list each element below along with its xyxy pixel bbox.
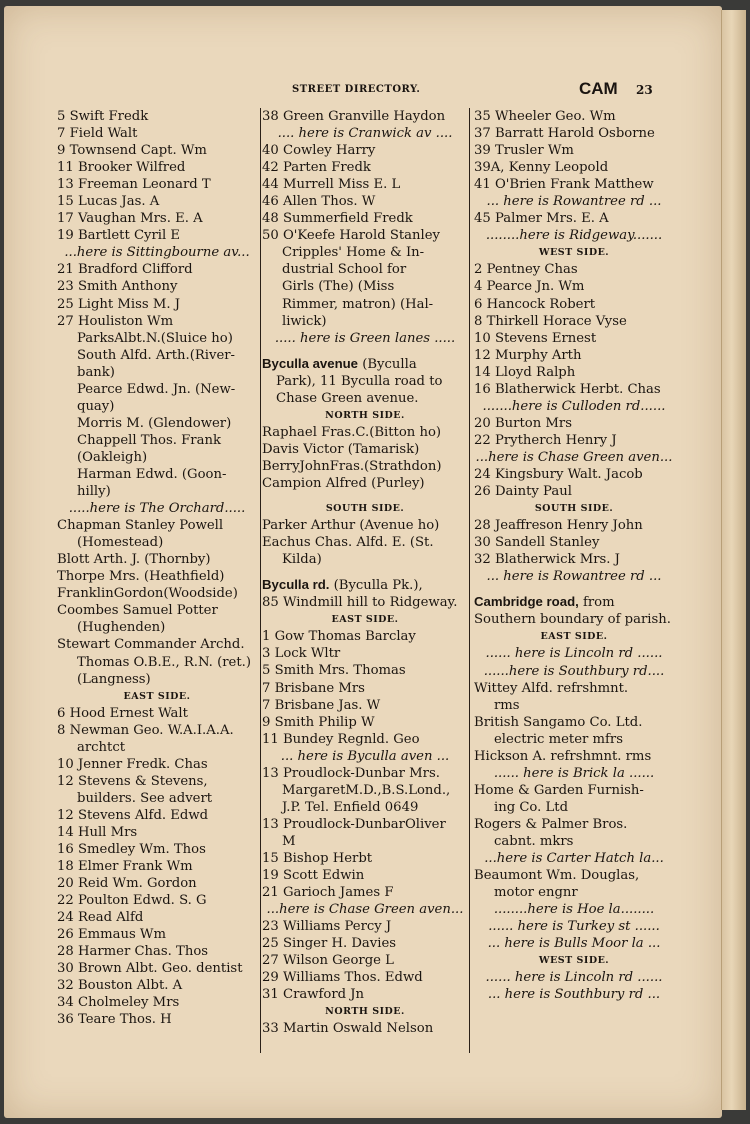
entry-continuation: Chappell Thos. Frank <box>77 432 221 448</box>
side-heading: WEST SIDE. <box>538 955 610 967</box>
directory-entry: 7 Field Walt <box>57 126 138 142</box>
directory-entry: Wittey Alfd. refrshmnt. <box>474 680 629 696</box>
directory-entry: 22 Poulton Edwd. S. G <box>57 893 207 909</box>
directory-entry: 32 Bouston Albt. A <box>57 978 183 994</box>
directory-entry: 29 Williams Thos. Edwd <box>262 970 423 986</box>
directory-entry: 12 Murphy Arth <box>474 347 582 363</box>
cross-street-marker: ...... here is Brick la ...... <box>493 765 655 781</box>
directory-entry: 27 Houliston Wm <box>57 313 174 329</box>
directory-entry: 9 Townsend Capt. Wm <box>57 143 207 159</box>
directory-entry: 18 Elmer Frank Wm <box>57 859 193 875</box>
directory-entry: 7 Brisbane Mrs <box>262 680 365 696</box>
side-heading: WEST SIDE. <box>538 247 610 259</box>
directory-entry: 13 Proudlock-Dunbar Mrs. <box>262 765 440 781</box>
directory-entry: 38 Green Granville Haydon <box>262 109 446 124</box>
cross-street-marker: .......here is Culloden rd...... <box>482 398 666 414</box>
directory-entry: 7 Brisbane Jas. W <box>262 697 381 713</box>
directory-entry: Davis Victor (Tamarisk) <box>262 441 420 457</box>
directory-entry: 39A, Kenny Leopold <box>474 160 609 176</box>
directory-entry: 32 Blatherwick Mrs. J <box>474 552 620 568</box>
street-heading <box>262 576 468 594</box>
directory-entry: 30 Brown Albt. Geo. dentist <box>57 961 243 977</box>
directory-entry: British Sangamo Co. Ltd. <box>474 714 643 730</box>
side-heading: EAST SIDE. <box>123 690 191 702</box>
directory-entry: 13 Freeman Leonard T <box>57 177 211 193</box>
cross-street-marker: ...... here is Turkey st ...... <box>488 919 660 935</box>
directory-entry: 10 Stevens Ernest <box>474 330 597 346</box>
entry-continuation: ing Co. Ltd <box>494 799 569 815</box>
side-heading: NORTH SIDE. <box>325 1006 405 1018</box>
directory-entry: 11 Bundey Regnld. Geo <box>262 731 420 747</box>
column-2 <box>262 108 468 1037</box>
directory-entry: Home & Garden Furnish- <box>474 782 644 798</box>
entry-continuation: (Homestead) <box>77 535 164 551</box>
directory-entry: 17 Vaughan Mrs. E. A <box>57 211 203 227</box>
cross-street-marker: ...... here is Lincoln rd ...... <box>485 646 663 662</box>
directory-entry: 12 Stevens Alfd. Edwd <box>57 807 209 823</box>
directory-entry: 33 Martin Oswald Nelson <box>262 1021 434 1037</box>
entry-continuation: (Oakleigh) <box>77 449 148 465</box>
directory-entry: 14 Lloyd Ralph <box>474 364 576 380</box>
directory-entry: 27 Wilson George L <box>262 953 394 969</box>
directory-entry: 25 Singer H. Davies <box>262 936 397 952</box>
directory-entry: 31 Crawford Jn <box>262 987 365 1003</box>
directory-entry: FranklinGordon(Woodside) <box>57 586 238 602</box>
side-heading: SOUTH SIDE. <box>325 503 405 515</box>
entry-continuation: J.P. Tel. Enfield 0649 <box>282 799 419 815</box>
page-edge <box>721 10 746 1110</box>
cross-street-marker: ... here is Southbury rd ... <box>487 987 661 1003</box>
directory-entry: Southern boundary of parish. <box>474 612 671 628</box>
entry-continuation: South Alfd. Arth.(River- <box>77 347 236 363</box>
directory-entry: 21 Garioch James F <box>262 885 394 901</box>
directory-entry: 11 Brooker Wilfred <box>57 160 186 176</box>
directory-entry: 22 Prytherch Henry J <box>474 432 617 448</box>
directory-entry: 50 O'Keefe Harold Stanley <box>262 228 441 244</box>
entry-continuation: bank) <box>77 364 115 380</box>
running-title: STREET DIRECTORY. <box>292 84 421 95</box>
directory-entry: 2 Pentney Chas <box>474 262 578 278</box>
directory-entry: 46 Allen Thos. W <box>262 194 376 210</box>
entry-continuation: Harman Edwd. (Goon- <box>77 466 227 482</box>
street-extent: (Byculla <box>358 356 417 372</box>
entry-continuation: MargaretM.D.,B.S.Lond., <box>282 782 451 798</box>
column-rule <box>469 108 470 1053</box>
directory-page <box>4 6 722 1118</box>
directory-entry: 28 Harmer Chas. Thos <box>57 944 209 960</box>
directory-entry: 36 Teare Thos. H <box>57 1012 172 1028</box>
directory-entry: 30 Sandell Stanley <box>474 535 600 551</box>
directory-entry: 16 Smedley Wm. Thos <box>57 842 206 858</box>
directory-entry: 19 Bartlett Cyril E <box>57 228 181 244</box>
directory-entry: Raphael Fras.C.(Bitton ho) <box>262 424 442 440</box>
directory-entry: 24 Read Alfd <box>57 910 144 926</box>
column-3 <box>474 108 674 1003</box>
directory-entry: 45 Palmer Mrs. E. A <box>474 211 609 227</box>
directory-entry: Hickson A. refrshmnt. rms <box>474 748 652 764</box>
entry-continuation: M <box>282 833 296 849</box>
directory-entry: 14 Hull Mrs <box>57 824 138 840</box>
entry-continuation: Pearce Edwd. Jn. (New- <box>77 381 236 397</box>
spacer <box>262 347 468 355</box>
directory-entry: 26 Emmaus Wm <box>57 927 166 943</box>
entry-continuation: builders. See advert <box>77 790 213 806</box>
directory-entry: 1 Gow Thomas Barclay <box>262 629 416 645</box>
cross-street-marker: ...... here is Lincoln rd ...... <box>485 970 663 986</box>
directory-entry: 20 Burton Mrs <box>474 415 572 431</box>
entry-continuation: archtct <box>77 739 126 755</box>
directory-entry: 8 Newman Geo. W.A.I.A.A. <box>57 722 234 738</box>
directory-entry: Blott Arth. J. (Thornby) <box>57 552 211 568</box>
directory-entry: Chapman Stanley Powell <box>57 518 224 534</box>
side-heading: EAST SIDE. <box>540 631 608 643</box>
directory-entry: 10 Jenner Fredk. Chas <box>57 756 208 772</box>
entry-continuation: rms <box>494 697 520 713</box>
directory-entry: Thorpe Mrs. (Heathfield) <box>57 569 225 585</box>
directory-entry: Rogers & Palmer Bros. <box>474 816 628 832</box>
spacer <box>474 585 674 593</box>
directory-entry: 44 Murrell Miss E. L <box>262 177 401 193</box>
directory-entry: 48 Summerfield Fredk <box>262 211 413 227</box>
entry-continuation: Rimmer, matron) (Hal- <box>282 296 434 312</box>
street-description: Chase Green avenue. <box>276 390 419 406</box>
directory-entry: Eachus Chas. Alfd. E. (St. <box>262 535 434 551</box>
cross-street-marker: ... here is Byculla aven ... <box>280 748 450 764</box>
cross-street-marker: ......here is Southbury rd.... <box>483 663 665 679</box>
entry-continuation: Thomas O.B.E., R.N. (ret.) <box>77 654 251 670</box>
entry-continuation: electric meter mfrs <box>494 731 623 747</box>
entry-continuation: (Hughenden) <box>77 620 166 636</box>
directory-entry: 16 Blatherwick Herbt. Chas <box>474 381 661 397</box>
directory-entry: 42 Parten Fredk <box>262 160 371 176</box>
directory-entry: 24 Kingsbury Walt. Jacob <box>474 466 643 482</box>
directory-entry: 19 Scott Edwin <box>262 868 365 884</box>
directory-entry: 35 Wheeler Geo. Wm <box>474 109 616 124</box>
directory-entry: 21 Bradford Clifford <box>57 262 193 278</box>
entry-continuation: cabnt. mkrs <box>494 833 574 849</box>
entry-continuation: ParksAlbt.N.(Sluice ho) <box>77 330 233 346</box>
directory-entry: 23 Williams Percy J <box>262 919 392 935</box>
side-heading: EAST SIDE. <box>331 614 399 626</box>
directory-entry: 39 Trusler Wm <box>474 143 574 159</box>
cross-street-marker: ..... here is Green lanes ..... <box>274 330 456 346</box>
directory-entry: 9 Smith Philip W <box>262 714 375 730</box>
directory-entry: 13 Proudlock-DunbarOliver <box>262 816 446 832</box>
directory-entry: 4 Pearce Jn. Wm <box>474 279 585 295</box>
entry-continuation: motor engnr <box>494 885 578 901</box>
directory-entry: 6 Hancock Robert <box>474 296 596 312</box>
entry-continuation: liwick) <box>282 313 327 329</box>
entry-continuation: dustrial School for <box>282 262 407 278</box>
directory-entry: 20 Reid Wm. Gordon <box>57 876 197 892</box>
directory-entry: 37 Barratt Harold Osborne <box>474 126 655 142</box>
directory-entry: 5 Swift Fredk <box>57 109 149 124</box>
street-extent: from <box>578 595 615 611</box>
directory-entry: 15 Lucas Jas. A <box>57 194 160 210</box>
directory-entry: Beaumont Wm. Douglas, <box>474 868 640 884</box>
street-heading <box>474 593 674 611</box>
cross-street-marker: ........here is Ridgeway....... <box>485 228 663 244</box>
side-heading: NORTH SIDE. <box>325 409 405 421</box>
directory-entry: 12 Stevens & Stevens, <box>57 773 208 789</box>
entry-continuation: Morris M. (Glendower) <box>77 415 232 431</box>
cross-street-marker: ...here is Carter Hatch la... <box>484 851 664 867</box>
cross-street-marker: ...here is Chase Green aven... <box>475 449 673 465</box>
section-abbrev: CAM <box>579 79 618 98</box>
directory-entry: 6 Hood Ernest Walt <box>57 705 188 721</box>
street-description: Park), 11 Byculla road to <box>276 373 443 389</box>
directory-entry: 15 Bishop Herbt <box>262 850 373 866</box>
cross-street-marker: ...here is Sittingbourne av... <box>64 245 250 261</box>
street-name: Byculla avenue <box>262 355 359 371</box>
entry-continuation: Cripples' Home & In- <box>282 245 425 261</box>
directory-entry: 5 Smith Mrs. Thomas <box>262 663 406 679</box>
directory-entry: 41 O'Brien Frank Matthew <box>474 177 654 193</box>
column-rule <box>260 108 261 1053</box>
column-1 <box>57 108 257 1029</box>
page-number: 23 <box>636 83 653 97</box>
spacer <box>262 568 468 576</box>
directory-entry: Parker Arthur (Avenue ho) <box>262 518 440 534</box>
directory-entry: 28 Jeaffreson Henry John <box>474 518 643 534</box>
directory-entry: 85 Windmill hill to Ridgeway. <box>262 595 458 611</box>
directory-entry: Stewart Commander Archd. <box>57 637 245 653</box>
directory-entry: 40 Cowley Harry <box>262 143 376 159</box>
cross-street-marker: ... here is Bulls Moor la ... <box>487 936 661 952</box>
directory-entry: Coombes Samuel Potter <box>57 603 218 619</box>
entry-continuation: (Langness) <box>77 671 151 687</box>
directory-entry: 23 Smith Anthony <box>57 279 178 295</box>
entry-continuation: quay) <box>77 398 115 414</box>
cross-street-marker: ........here is Hoe la........ <box>493 902 655 918</box>
cross-street-marker: ...here is Chase Green aven... <box>266 902 464 918</box>
entry-continuation: Kilda) <box>282 552 322 568</box>
cross-street-marker: ... here is Rowantree rd ... <box>486 194 662 210</box>
street-name: Cambridge road, <box>474 594 579 610</box>
directory-entry: 34 Cholmeley Mrs <box>57 995 180 1011</box>
cross-street-marker: ... here is Rowantree rd ... <box>486 569 662 585</box>
directory-entry: 3 Lock Wltr <box>262 646 341 662</box>
directory-entry: 25 Light Miss M. J <box>57 296 180 312</box>
directory-entry: BerryJohnFras.(Strathdon) <box>262 458 442 474</box>
directory-entry: 8 Thirkell Horace Vyse <box>474 313 627 329</box>
side-heading: SOUTH SIDE. <box>534 503 614 515</box>
street-extent: (Byculla Pk.), <box>329 578 423 594</box>
cross-street-marker: .... here is Cranwick av .... <box>277 126 453 142</box>
street-name: Byculla rd. <box>262 577 330 593</box>
page-header <box>4 79 722 105</box>
entry-continuation: Girls (The) (Miss <box>282 279 395 295</box>
directory-entry: 26 Dainty Paul <box>474 484 572 500</box>
entry-continuation: hilly) <box>77 484 111 500</box>
cross-street-marker: .....here is The Orchard..... <box>68 501 246 517</box>
spacer <box>262 492 468 500</box>
directory-entry: Campion Alfred (Purley) <box>262 475 425 491</box>
street-heading <box>262 355 468 373</box>
